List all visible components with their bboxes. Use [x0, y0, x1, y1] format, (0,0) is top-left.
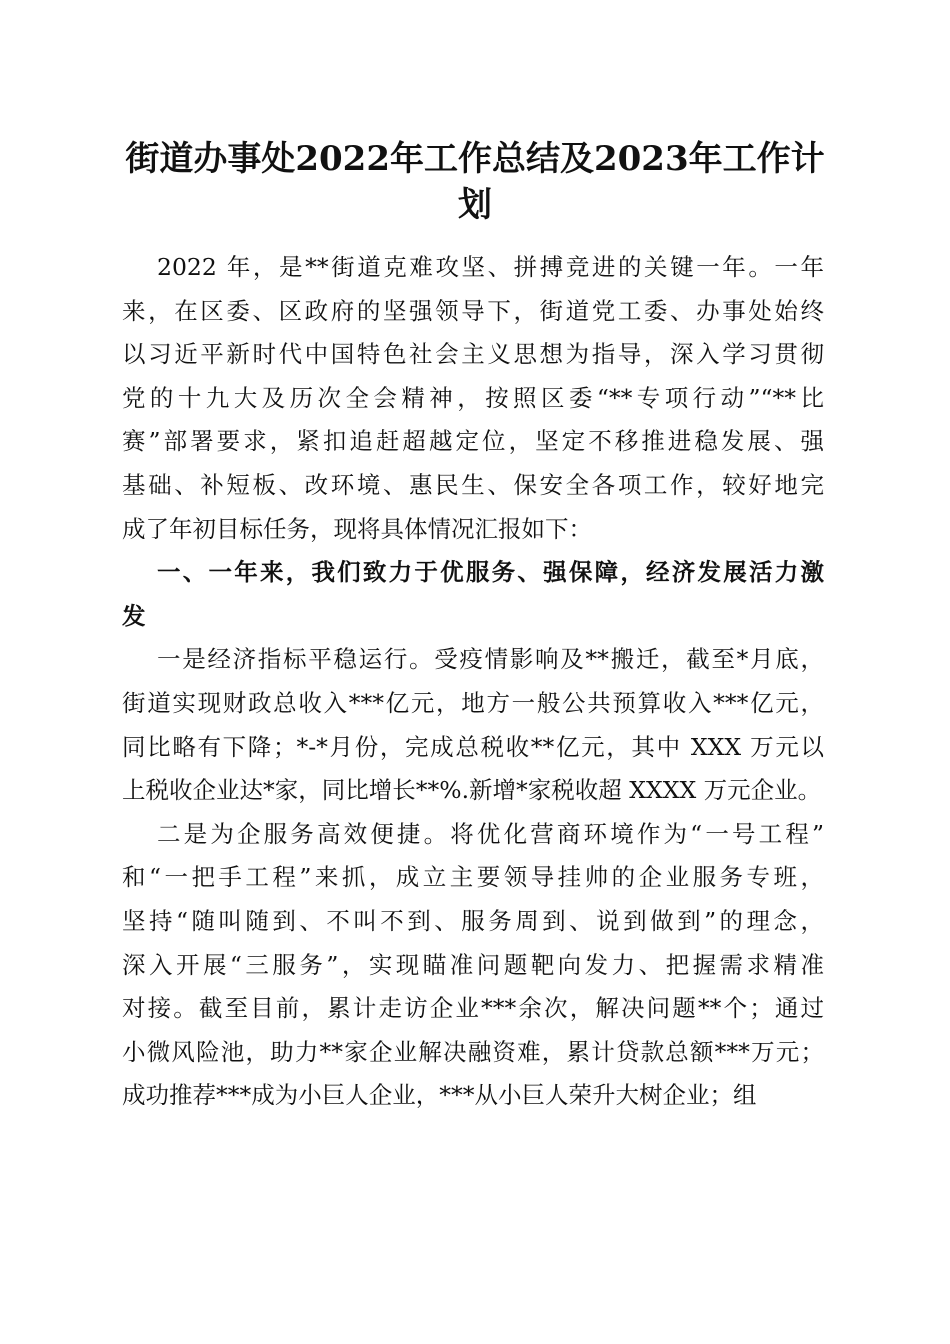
text-line: 成功推荐***成为小巨人企业，***从小巨人荣升大树企业；组: [122, 1081, 757, 1110]
text-line: 和“一把手工程”来抓，成立主要领导挂帅的企业服务专班，: [122, 863, 824, 892]
text-line: 坚持“随叫随到、不叫不到、服务周到、说到做到”的理念，: [122, 906, 824, 935]
text-line: 二是为企服务高效便捷。将优化营商环境作为“一号工程”: [157, 819, 824, 848]
text-line: 2022 年，是**街道克难攻坚、拼搏竞进的关键一年。一年: [157, 253, 824, 281]
text-line: 发: [122, 601, 146, 630]
section-heading: [122, 551, 824, 638]
title-line-1: 街道办事处2022年工作总结及2023年工作计: [125, 139, 825, 179]
text-line: 同比略有下降；*-*月份，完成总税收**亿元，其中 XXX 万元以: [122, 732, 824, 761]
paragraph: [122, 246, 824, 551]
text-line: 以习近平新时代中国特色社会主义思想为指导，深入学习贯彻: [122, 340, 824, 369]
text-line: 上税收企业达*家，同比增长**%.新增*家税收超 XXXX 万元企业。: [122, 776, 822, 805]
text-line: 一、一年来，我们致力于优服务、强保障，经济发展活力激: [157, 558, 824, 587]
text-line: 基础、补短板、改环境、惠民生、保安全各项工作，较好地完: [122, 470, 824, 499]
text-line: 赛”部署要求，紧扣追赶超越定位，坚定不移推进稳发展、强: [122, 427, 824, 456]
text-line: 来，在区委、区政府的坚强领导下，街道党工委、办事处始终: [122, 296, 824, 325]
text-line: 对接。截至目前，累计走访企业***余次，解决问题**个；通过: [122, 994, 824, 1023]
paragraph: [122, 813, 824, 1118]
text-line: 街道实现财政总收入***亿元，地方一般公共预算收入***亿元，: [122, 688, 824, 717]
document-title: [100, 136, 850, 228]
text-line: 成了年初目标任务，现将具体情况汇报如下：: [122, 514, 592, 543]
text-line: 小微风险池，助力**家企业解决融资难，累计贷款总额***万元；: [122, 1037, 824, 1066]
text-line: 党的十九大及历次全会精神，按照区委“**专项行动”“**比: [122, 383, 824, 412]
text-line: 深入开展“三服务”，实现瞄准问题靶向发力、把握需求精准: [122, 950, 824, 979]
title-line-2: 划: [458, 185, 492, 225]
paragraph: [122, 638, 824, 812]
document-body: [122, 246, 824, 1118]
text-line: 一是经济指标平稳运行。受疫情影响及**搬迁，截至*月底，: [157, 645, 824, 674]
